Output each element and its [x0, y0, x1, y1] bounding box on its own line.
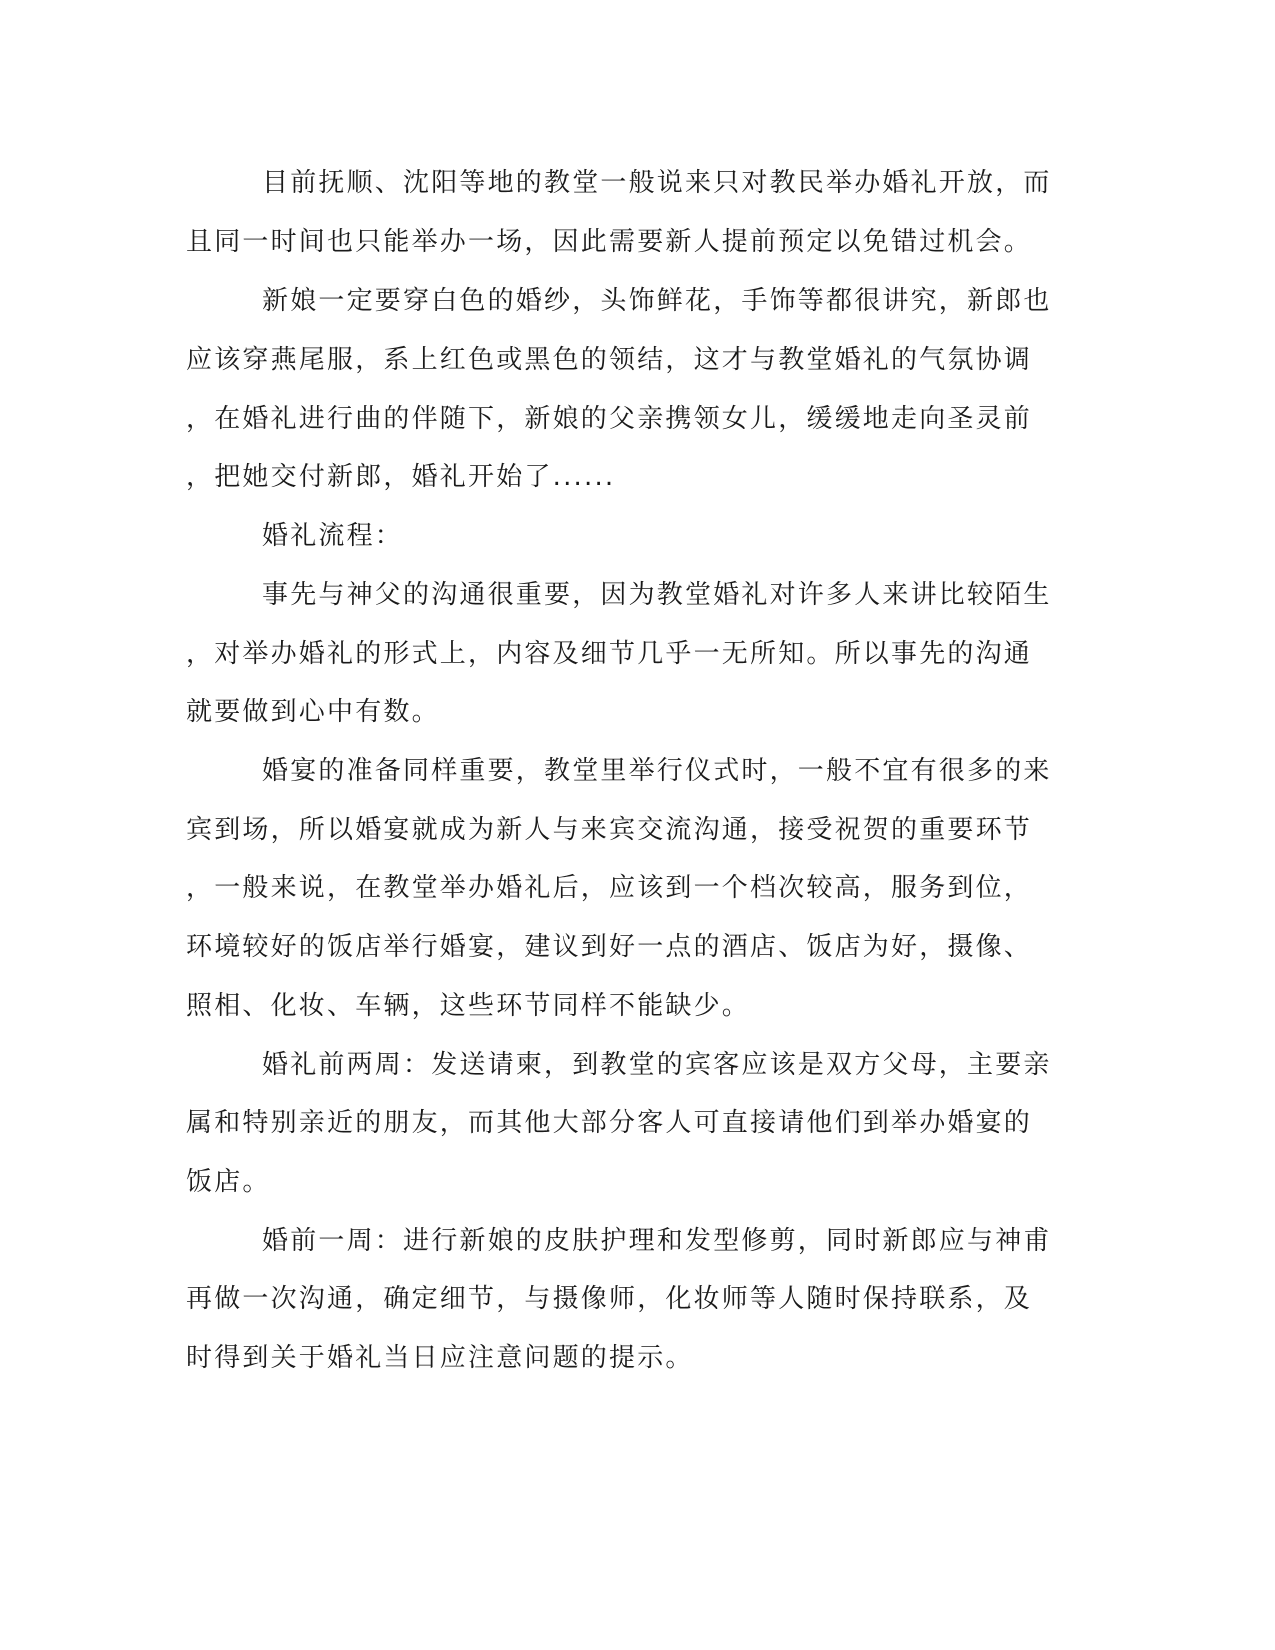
text-line: 属和特别亲近的朋友，而其他大部分客人可直接请他们到举办婚宴的 [186, 1108, 1033, 1138]
text-line: ，对举办婚礼的形式上，内容及细节几乎一无所知。所以事先的沟通 [186, 639, 1033, 669]
text-line: 应该穿燕尾服，系上红色或黑色的领结，这才与教堂婚礼的气氛协调 [186, 345, 1033, 375]
text-line: 新娘一定要穿白色的婚纱，头饰鲜花，手饰等都很讲究，新郎也 [262, 286, 1052, 316]
text-line: ，在婚礼进行曲的伴随下，新娘的父亲携领女儿，缓缓地走向圣灵前 [186, 404, 1033, 434]
text-line: 饭店。 [186, 1167, 271, 1197]
text-line: 就要做到心中有数。 [186, 697, 440, 727]
text-line: ，一般来说，在教堂举办婚礼后，应该到一个档次较高，服务到位， [186, 873, 1033, 903]
text-line: 环境较好的饭店举行婚宴，建议到好一点的酒店、饭店为好，摄像、 [186, 932, 1033, 962]
text-line: 宾到场，所以婚宴就成为新人与来宾交流沟通，接受祝贺的重要环节 [186, 815, 1033, 845]
section-heading: 婚礼流程： [262, 521, 404, 551]
text-line: 目前抚顺、沈阳等地的教堂一般说来只对教民举办婚礼开放，而 [262, 168, 1052, 198]
text-line: 照相、化妆、车辆，这些环节同样不能缺少。 [186, 991, 751, 1021]
text-line: 且同一时间也只能举办一场，因此需要新人提前预定以免错过机会。 [186, 227, 1033, 257]
text-line: 事先与神父的沟通很重要，因为教堂婚礼对许多人来讲比较陌生 [262, 580, 1052, 610]
text-line: 时得到关于婚礼当日应注意问题的提示。 [186, 1343, 694, 1373]
text-line: 婚礼前两周：发送请柬，到教堂的宾客应该是双方父母，主要亲 [262, 1050, 1052, 1080]
text-line: 婚前一周：进行新娘的皮肤护理和发型修剪，同时新郎应与神甫 [262, 1226, 1052, 1256]
text-line: 再做一次沟通，确定细节，与摄像师，化妆师等人随时保持联系，及 [186, 1284, 1033, 1314]
text-line: ，把她交付新郎，婚礼开始了...... [186, 462, 616, 492]
text-line: 婚宴的准备同样重要，教堂里举行仪式时，一般不宜有很多的来 [262, 756, 1052, 786]
